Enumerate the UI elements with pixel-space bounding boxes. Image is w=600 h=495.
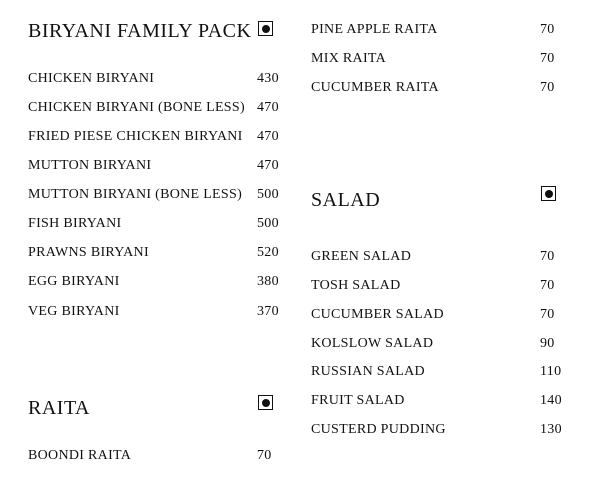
- menu-item: [311, 277, 561, 295]
- item-price: 430: [257, 71, 279, 86]
- item-price: 520: [257, 245, 279, 260]
- item-price: 140: [540, 393, 562, 408]
- menu-item: [28, 244, 288, 262]
- veg-dot: [262, 399, 270, 407]
- menu-item: [28, 70, 288, 88]
- item-price: 500: [257, 216, 279, 231]
- item-price: 70: [540, 249, 555, 264]
- menu-item: [311, 335, 561, 353]
- item-name: FRUIT SALAD: [311, 393, 405, 408]
- menu-item: [28, 157, 288, 175]
- item-name: PINE APPLE RAITA: [311, 22, 438, 37]
- section-title-salad: SALAD: [311, 189, 381, 211]
- item-price: 70: [540, 80, 555, 95]
- item-name: RUSSIAN SALAD: [311, 364, 425, 379]
- veg-indicator-icon: [541, 186, 556, 201]
- item-price: 110: [540, 364, 562, 379]
- veg-indicator-icon: [258, 395, 273, 410]
- item-price: 70: [257, 448, 272, 463]
- item-name: TOSH SALAD: [311, 278, 401, 293]
- menu-item: [28, 215, 288, 233]
- item-name: EGG BIRYANI: [28, 274, 120, 289]
- item-price: 370: [257, 304, 279, 319]
- item-price: 470: [257, 129, 279, 144]
- item-price: 470: [257, 100, 279, 115]
- menu-item: [28, 99, 288, 117]
- menu-item: [311, 392, 561, 410]
- menu-item: [311, 421, 561, 439]
- item-price: 500: [257, 187, 279, 202]
- item-price: 90: [540, 336, 555, 351]
- item-price: 470: [257, 158, 279, 173]
- item-name: KOLSLOW SALAD: [311, 336, 434, 351]
- item-name: BOONDI RAITA: [28, 448, 132, 463]
- menu-item: [311, 248, 561, 266]
- menu-item: [28, 128, 288, 146]
- menu-item: [311, 306, 561, 324]
- veg-dot: [545, 190, 553, 198]
- item-name: MUTTON BIRYANI: [28, 158, 152, 173]
- item-name: PRAWNS BIRYANI: [28, 245, 149, 260]
- item-price: 380: [257, 274, 279, 289]
- veg-dot: [262, 25, 270, 33]
- item-price: 70: [540, 307, 555, 322]
- item-name: CHICKEN BIRYANI (BONE LESS): [28, 100, 245, 115]
- menu-item: [28, 273, 288, 291]
- item-name: FISH BIRYANI: [28, 216, 122, 231]
- item-name: MUTTON BIRYANI (BONE LESS): [28, 187, 243, 202]
- item-name: CUSTERD PUDDING: [311, 422, 446, 437]
- item-name: FRIED PIESE CHICKEN BIRYANI: [28, 129, 243, 144]
- item-price: 130: [540, 422, 562, 437]
- veg-indicator-icon: [258, 21, 273, 36]
- menu-item: [311, 21, 561, 39]
- item-name: CHICKEN BIRYANI: [28, 71, 155, 86]
- item-price: 70: [540, 278, 555, 293]
- item-name: GREEN SALAD: [311, 249, 412, 264]
- menu-item: [28, 447, 288, 465]
- menu-item: [28, 303, 288, 321]
- item-price: 70: [540, 22, 555, 37]
- menu-item: [311, 363, 561, 381]
- menu-item: [311, 50, 561, 68]
- item-name: CUCUMBER RAITA: [311, 80, 439, 95]
- menu-item: [28, 186, 288, 204]
- section-title-biryani: BIRYANI FAMILY PACK: [28, 20, 252, 42]
- item-price: 70: [540, 51, 555, 66]
- menu-item: [311, 79, 561, 97]
- item-name: VEG BIRYANI: [28, 304, 120, 319]
- item-name: CUCUMBER SALAD: [311, 307, 444, 322]
- section-title-raita: RAITA: [28, 397, 91, 419]
- item-name: MIX RAITA: [311, 51, 387, 66]
